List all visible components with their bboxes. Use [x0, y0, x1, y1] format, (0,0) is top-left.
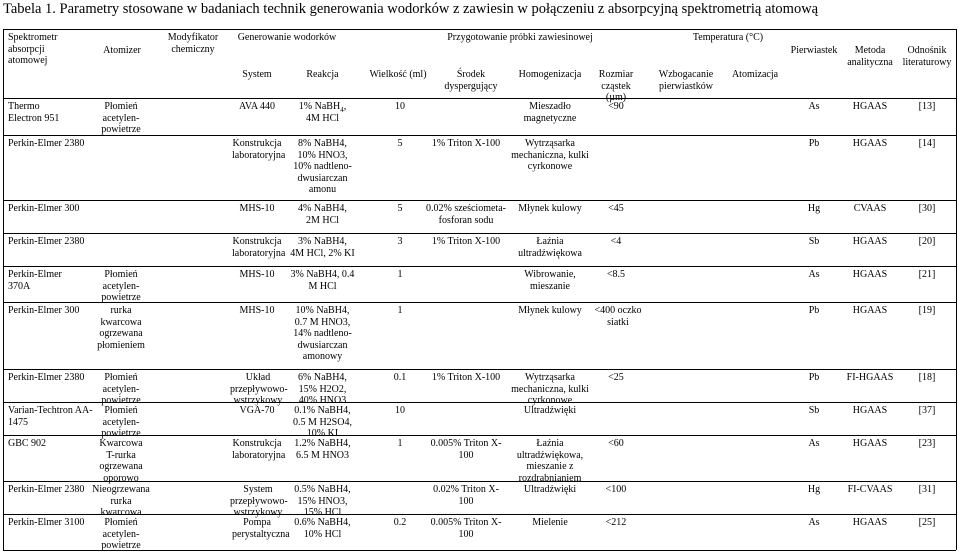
row5-size: 1: [397, 269, 403, 280]
row2-reaction: 8% NaBH4, 10% HNO3, 10% nadtleno-dwusiarczan amonu: [293, 138, 352, 195]
row5-reference: [21]: [918, 269, 936, 280]
row7-element: Pb: [808, 372, 820, 383]
row-rule: [3, 369, 956, 370]
row6-reference: [19]: [918, 305, 936, 316]
row11-system: Pompa perystaltyczna: [232, 517, 290, 540]
header-dispersant: Środek dyspergujący: [444, 69, 498, 92]
row1-size: 10: [395, 101, 405, 112]
row1-system: AVA 440: [238, 101, 276, 112]
row11-reaction: 0.6% NaBH4, 10% HCl: [294, 517, 351, 540]
row5-system: MHS-10: [239, 269, 275, 280]
header-element: Pierwiastek: [790, 45, 838, 56]
header-temperature: Temperatura (°C): [692, 32, 764, 43]
row4-size: 3: [397, 236, 403, 247]
row9-method: HGAAS: [852, 438, 888, 449]
row8-spectrometer: Varian-Techtron AA-1475: [8, 405, 93, 428]
row7-reaction: 6% NaBH4, 15% H2O2, 40% HNO3: [298, 372, 347, 406]
row6-homogenization: Młynek kulowy: [518, 305, 582, 316]
row11-element: As: [808, 517, 820, 528]
row4-spectrometer: Perkin-Elmer 2380: [8, 236, 85, 247]
row6-system: MHS-10: [239, 305, 275, 316]
row-rule: [3, 266, 956, 267]
row10-element: Hg: [807, 484, 821, 495]
row5-atomizer: Płomień acetylen-powietrze: [101, 269, 141, 303]
row9-atomizer: Kwarcowa T-rurka ogrzewana oporowo: [99, 438, 143, 484]
row10-reaction: 0.5% NaBH4, 15% HNO3, 15% HCl: [294, 484, 351, 518]
row9-element: As: [808, 438, 820, 449]
header-spectrometer: Spektrometr absorpcji atomowej: [8, 32, 58, 66]
row11-particle: <212: [605, 517, 627, 528]
row2-size: 5: [397, 138, 403, 149]
row4-dispersant: 1% Triton X-100: [431, 236, 501, 247]
header-homogenization: Homogenizacja: [518, 69, 582, 80]
row11-size: 0.2: [393, 517, 407, 528]
row7-homogenization: Wytrząsarka mechaniczna, kulki cyrkonowe: [511, 372, 589, 406]
table-top-rule: [3, 29, 956, 30]
row9-system: Konstrukcja laboratoryjna: [232, 438, 286, 461]
row9-homogenization: Łaźnia ultradźwiękowa, mieszanie z rozdrabnianiem: [516, 438, 584, 484]
row8-reference: [37]: [918, 405, 936, 416]
row2-spectrometer: Perkin-Elmer 2380: [8, 138, 85, 149]
row3-system: MHS-10: [239, 203, 275, 214]
row-rule: [3, 435, 956, 436]
row4-particle: <4: [610, 236, 622, 247]
row9-spectrometer: GBC 902: [8, 438, 47, 449]
row10-method: FI-CVAAS: [847, 484, 893, 495]
row8-homogenization: Ultradźwięki: [523, 405, 577, 416]
header-system: System: [242, 69, 272, 80]
row10-system: System przepływowo-wstrzykowy: [230, 484, 288, 518]
row8-method: HGAAS: [852, 405, 888, 416]
header-hydride-generation: Generowanie wodorków: [237, 32, 337, 43]
row4-reaction: 3% NaBH4, 4M HCl, 2% KI: [290, 236, 355, 259]
row11-atomizer: Płomień acetylen-powietrze: [101, 517, 141, 551]
row2-system: Konstrukcja laboratoryjna: [232, 138, 286, 161]
row-rule: [3, 135, 956, 136]
row11-spectrometer: Perkin-Elmer 3100: [8, 517, 85, 528]
header-enrichment: Wzbogacanie pierwiastków: [658, 69, 714, 92]
header-modifier: Modyfikator chemiczny: [167, 32, 219, 55]
row10-spectrometer: Perkin-Elmer 2380: [8, 484, 85, 495]
row10-particle: <100: [605, 484, 627, 495]
row10-homogenization: Ultradźwięki: [523, 484, 577, 495]
row7-reference: [18]: [918, 372, 936, 383]
row10-reference: [31]: [918, 484, 936, 495]
row-rule: [3, 233, 956, 234]
row-rule: [3, 200, 956, 201]
table-right-rule: [956, 29, 957, 550]
header-particle-size: Rozmiar cząstek (µm): [598, 69, 634, 103]
table-caption: Tabela 1. Parametry stosowane w badaniach technik generowania wodorków z zawiesin w połączeniu z absorpcyjną spektrometrią atomową: [3, 1, 819, 17]
row9-particle: <60: [608, 438, 624, 449]
row9-dispersant: 0.005% Triton X-100: [430, 438, 502, 461]
row3-element: Hg: [807, 203, 821, 214]
row11-method: HGAAS: [852, 517, 888, 528]
row7-method: FI-HGAAS: [846, 372, 894, 383]
row10-atomizer: Nieogrzewana rurka kwarcowa: [92, 484, 150, 518]
row11-reference: [25]: [918, 517, 936, 528]
row6-method: HGAAS: [852, 305, 888, 316]
row1-reaction: 1% NaBH$_4$, 4M HCl: [298, 101, 347, 124]
row7-atomizer: Płomień acetylen-powietrze: [101, 372, 141, 406]
row6-particle: <400 oczko siatki: [594, 305, 642, 328]
row7-dispersant: 1% Triton X-100: [431, 372, 501, 383]
row2-reference: [14]: [918, 138, 936, 149]
row6-element: Pb: [808, 305, 820, 316]
row4-system: Konstrukcja laboratoryjna: [232, 236, 286, 259]
header-analytical-method: Metoda analityczna: [847, 45, 893, 68]
row6-reaction: 10% NaBH4, 0.7 M HNO3, 14% nadtleno-dwusiarczan amonowy: [293, 305, 352, 362]
row-rule: [3, 402, 956, 403]
row1-reference: [13]: [918, 101, 936, 112]
header-rule: [3, 98, 956, 99]
header-atomizer: Atomizer: [103, 45, 141, 56]
row8-atomizer: Płomień acetylen-powietrze: [101, 405, 141, 439]
row2-element: Pb: [808, 138, 820, 149]
row4-method: HGAAS: [852, 236, 888, 247]
row9-reference: [23]: [918, 438, 936, 449]
header-sample-preparation: Przygotowanie próbki zawiesinowej: [447, 32, 593, 43]
row1-homogenization: Mieszadło magnetyczne: [523, 101, 577, 124]
row3-reaction: 4% NaBH4, 2M HCl: [298, 203, 347, 226]
row7-particle: <25: [608, 372, 624, 383]
row6-size: 1: [397, 305, 403, 316]
row8-system: VGA-70: [239, 405, 275, 416]
row2-homogenization: Wytrząsarka mechaniczna, kulki cyrkonowe: [511, 138, 589, 172]
row8-element: Sb: [808, 405, 820, 416]
row1-particle: <90: [608, 101, 624, 112]
row2-dispersant: 1% Triton X-100: [431, 138, 501, 149]
row5-spectrometer: Perkin-Elmer 370A: [8, 269, 62, 292]
row9-size: 1: [397, 438, 403, 449]
row7-spectrometer: Perkin-Elmer 2380: [8, 372, 85, 383]
header-reaction: Reakcja: [306, 69, 339, 80]
row10-dispersant: 0.02% Triton X-100: [433, 484, 499, 507]
row7-size: 0.1: [393, 372, 407, 383]
header-atomization: Atomizacja: [731, 69, 779, 80]
row5-homogenization: Wibrowanie, mieszanie: [524, 269, 576, 292]
row8-reaction: 0.1% NaBH4, 0.5 M H2SO4, 10% KI: [293, 405, 352, 439]
row4-reference: [20]: [918, 236, 936, 247]
row3-size: 5: [397, 203, 403, 214]
row3-dispersant: 0.02% sześciometa-fosforan sodu: [426, 203, 506, 226]
header-reference: Odnośnik literaturowy: [902, 45, 952, 68]
row1-spectrometer: Thermo Electron 951: [8, 101, 60, 124]
row5-particle: <8.5: [606, 269, 626, 280]
row11-homogenization: Mielenie: [532, 517, 568, 528]
row3-spectrometer: Perkin-Elmer 300: [8, 203, 80, 214]
row-rule: [3, 302, 956, 303]
header-sample-size: Wielkość (ml): [369, 69, 427, 80]
row1-element: As: [808, 101, 820, 112]
row5-method: HGAAS: [852, 269, 888, 280]
row11-dispersant: 0.005% Triton X-100: [430, 517, 502, 540]
row-rule: [3, 514, 956, 515]
row6-atomizer: rurka kwarcowa ogrzewana płomieniem: [97, 305, 145, 351]
row-rule: [3, 481, 956, 482]
row4-element: Sb: [808, 236, 820, 247]
row1-atomizer: Płomień acetylen-powietrze: [101, 101, 141, 135]
row3-particle: <45: [608, 203, 624, 214]
row9-reaction: 1.2% NaBH4, 6.5 M HNO3: [294, 438, 351, 461]
row4-homogenization: Łaźnia ultradźwiękowa: [518, 236, 582, 259]
row7-system: Układ przepływowo-wstrzykowy: [230, 372, 288, 406]
row5-element: As: [808, 269, 820, 280]
row2-method: HGAAS: [852, 138, 888, 149]
row3-homogenization: Młynek kulowy: [518, 203, 582, 214]
row3-method: CVAAS: [853, 203, 887, 214]
row6-spectrometer: Perkin-Elmer 300: [8, 305, 80, 316]
row8-size: 10: [395, 405, 405, 416]
row5-reaction: 3% NaBH4, 0.4 M HCl: [290, 269, 355, 292]
table-left-rule: [3, 29, 4, 550]
row3-reference: [30]: [918, 203, 936, 214]
row1-method: HGAAS: [852, 101, 888, 112]
